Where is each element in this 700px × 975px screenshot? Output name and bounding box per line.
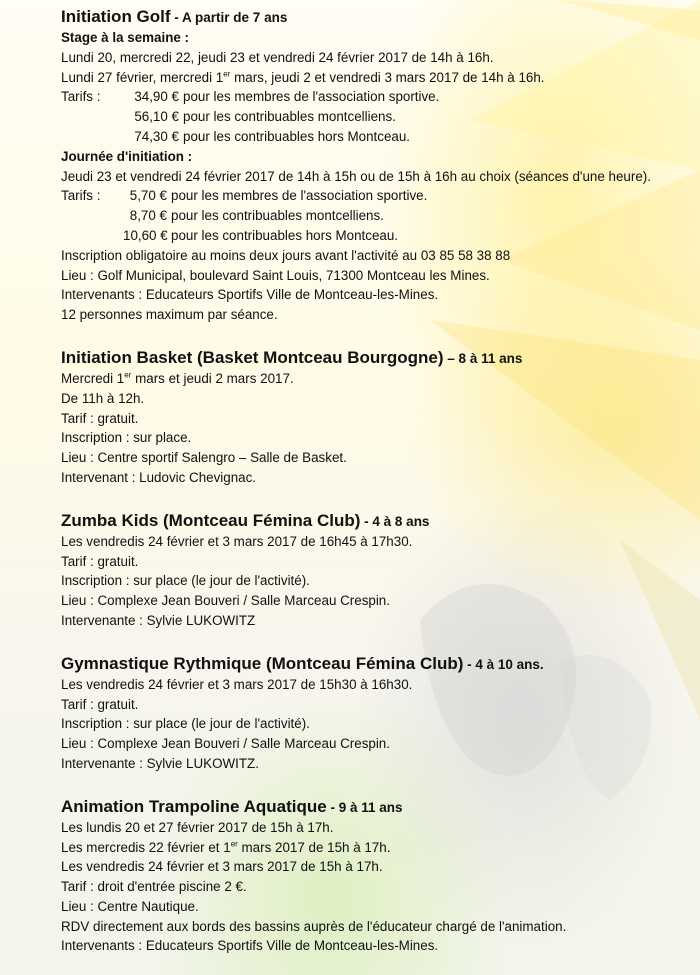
tarif-amount: 5,70 € <box>129 188 167 204</box>
section-title <box>61 6 691 28</box>
tarif-row <box>61 226 691 246</box>
tarif-label: Tarifs : <box>61 89 101 105</box>
stage-heading: Stage à la semaine : <box>61 30 190 45</box>
schedule-line: Les vendredis 24 février et 3 mars 2017 de 15h à 17h. <box>61 859 383 875</box>
tarif-line: Tarif : droit d'entrée piscine 2 €. <box>61 879 247 895</box>
tarif-line: Tarif : gratuit. <box>61 410 139 426</box>
staff-line: Intervenante : Sylvie LUKOWITZ. <box>61 755 259 771</box>
section-zumba <box>61 510 691 631</box>
tarif-line: Tarif : gratuit. <box>61 696 139 712</box>
activity-sheet <box>61 6 691 956</box>
tarif-row <box>61 206 691 226</box>
staff-line: Intervenants : Educateurs Sportifs Ville de Montceau-les-Mines. <box>61 287 439 303</box>
tarif-text: pour les membres de l'association sportive. <box>183 89 440 105</box>
tarif-row <box>61 107 691 127</box>
section-trampoline <box>61 796 691 957</box>
age-range: - A partir de 7 ans <box>170 10 288 25</box>
tarif-label: Tarifs : <box>61 188 101 204</box>
schedule-line: Les vendredis 24 février et 3 mars 2017 de 16h45 à 17h30. <box>61 533 413 549</box>
schedule-line: Les mercredis 22 février et 1er mars 2017 de 15h à 17h. <box>61 839 391 855</box>
title-text: Initiation Golf <box>61 7 171 26</box>
title-text: Animation Trampoline Aquatique <box>61 796 327 816</box>
tarif-amount: 74,30 € <box>134 128 179 144</box>
tarif-line: Tarif : gratuit. <box>61 553 139 569</box>
schedule-line: Lundi 20, mercredi 22, jeudi 23 et vendredi 24 février 2017 de 14h à 16h. <box>61 49 494 65</box>
tarif-text: pour les contribuables hors Montceau. <box>183 128 411 144</box>
age-range: - 4 à 10 ans. <box>463 656 544 672</box>
staff-line: Intervenante : Sylvie LUKOWITZ <box>61 612 256 628</box>
rdv-line: RDV directement aux bords des bassins auprès de l'éducateur chargé de l'animation. <box>61 918 567 934</box>
section-golf <box>61 6 691 325</box>
location-line: Lieu : Complexe Jean Bouveri / Salle Marceau Crespin. <box>61 593 390 609</box>
location-line: Lieu : Centre Nautique. <box>61 898 199 914</box>
tarif-row <box>61 127 691 147</box>
schedule-line: Les vendredis 24 février et 3 mars 2017 de 15h30 à 16h30. <box>61 676 413 692</box>
hours-line: De 11h à 12h. <box>61 390 145 406</box>
tarif-text: pour les contribuables hors Montceau. <box>171 227 399 243</box>
schedule-line: Les lundis 20 et 27 février 2017 de 15h à 17h. <box>61 819 334 835</box>
staff-line: Intervenant : Ludovic Chevignac. <box>61 469 257 485</box>
tarif-amount: 56,10 € <box>134 109 179 125</box>
age-range: - 9 à 11 ans <box>326 799 403 815</box>
location-line: Lieu : Golf Municipal, boulevard Saint Louis, 71300 Montceau les Mines. <box>61 267 490 283</box>
section-gym <box>61 653 691 774</box>
tarif-amount: 34,90 € <box>134 89 179 105</box>
schedule-line: Lundi 27 février, mercredi 1er mars, jeudi 2 et vendredi 3 mars 2017 de 14h à 16h. <box>61 69 545 85</box>
tarif-amount: 10,60 € <box>123 227 168 243</box>
inscription-line: Inscription : sur place. <box>61 430 192 446</box>
location-line: Lieu : Complexe Jean Bouveri / Salle Marceau Crespin. <box>61 736 390 752</box>
tarif-amount: 8,70 € <box>129 208 167 224</box>
staff-line: Intervenants : Educateurs Sportifs Ville de Montceau-les-Mines. <box>61 938 439 954</box>
inscription-line: Inscription obligatoire au moins deux jours avant l'activité au 03 85 58 38 88 <box>61 247 511 263</box>
tarif-text: pour les contribuables montcelliens. <box>183 109 396 125</box>
schedule-line: Mercredi 1er mars et jeudi 2 mars 2017. <box>61 370 294 386</box>
age-range: – 8 à 11 ans <box>443 350 523 366</box>
title-text: Gymnastique Rythmique (Montceau Fémina Club) <box>61 653 464 673</box>
age-range: - 4 à 8 ans <box>360 513 430 529</box>
inscription-line: Inscription : sur place (le jour de l'activité). <box>61 716 310 732</box>
section-basket <box>61 347 691 488</box>
inscription-line: Inscription : sur place (le jour de l'activité). <box>61 573 310 589</box>
capacity-line: 12 personnes maximum par séance. <box>61 307 278 323</box>
tarif-text: pour les contribuables montcelliens. <box>171 208 384 224</box>
location-line: Lieu : Centre sportif Salengro – Salle de Basket. <box>61 450 347 466</box>
section-title <box>61 347 691 369</box>
journee-heading: Journée d'initiation : <box>61 148 193 164</box>
tarif-row <box>61 87 691 107</box>
schedule-line: Jeudi 23 et vendredi 24 février 2017 de 14h à 15h ou de 15h à 16h au choix (séances d'une heure). <box>61 168 651 184</box>
section-title <box>61 653 691 675</box>
tarif-text: pour les membres de l'association sportive. <box>171 188 428 204</box>
section-title <box>61 510 691 532</box>
title-text: Initiation Basket (Basket Montceau Bourgogne) <box>61 347 444 367</box>
section-title <box>61 796 691 818</box>
tarif-row <box>61 186 691 206</box>
title-text: Zumba Kids (Montceau Fémina Club) <box>61 510 361 530</box>
